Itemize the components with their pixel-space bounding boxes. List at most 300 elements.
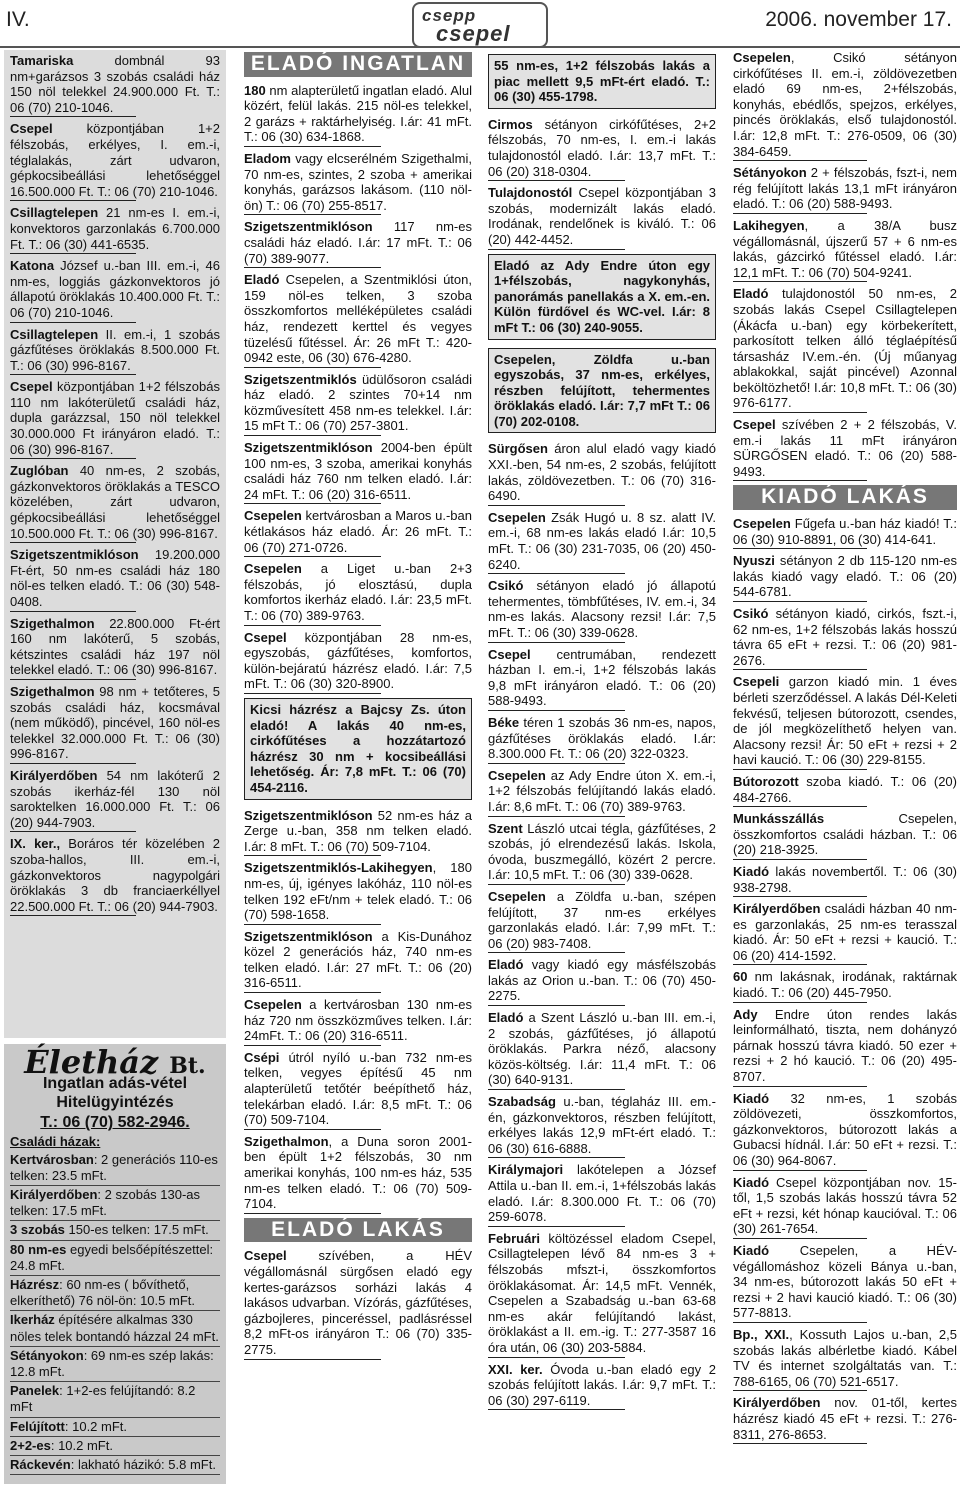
logo-bottom-text: csepel <box>436 21 511 46</box>
ad-lead: Királyerdőben <box>733 1395 821 1411</box>
classified-ad <box>10 258 220 322</box>
ad-text: József u.-ban III. em.-i, 46 nm-es, loggiás gázkonvektoros jó állapotú öröklakás 10.400.000 Ft. T.: 06 (70) 210-1046. <box>10 258 220 320</box>
classified-ad <box>10 836 220 916</box>
classified-ad <box>733 1395 957 1444</box>
classified-ad <box>488 185 716 249</box>
ad-lead: Csepelen <box>733 516 791 532</box>
ad-lead: Csepel <box>488 646 531 662</box>
ad-divider <box>733 964 867 965</box>
ad-divider <box>488 1005 625 1006</box>
elethaz-subtitle-2: Hitelügyintézés <box>56 1094 174 1112</box>
elethaz-advert <box>4 1044 226 1484</box>
ad-divider <box>244 556 381 557</box>
ad-lead: Kertvárosban <box>10 1151 94 1167</box>
ad-divider <box>10 322 136 323</box>
ad-lead: Kiadó <box>733 1090 770 1106</box>
ad-divider <box>733 601 867 602</box>
ad-lead: Szigethalmon <box>10 683 95 699</box>
ad-text: lakótelepen a József Attila u.-ban II. em.-i, 1+félszobás lakás eladó. I.ár: 8.300.000 Ft. T.: 06 (70) 259-6078. <box>488 1162 716 1225</box>
ad-lead: Szabadság <box>488 1094 556 1110</box>
ad-lead: Tamariska <box>10 53 74 68</box>
ad-divider <box>244 267 381 268</box>
classified-ad <box>10 121 220 201</box>
ad-lead: Katona <box>10 258 55 274</box>
classified-ad <box>244 1134 472 1214</box>
ad-lead: Februári <box>488 1230 541 1246</box>
classified-ad <box>488 441 716 505</box>
ad-lead: Bútorozott <box>733 773 799 789</box>
ad-text: sétányon eladó jó állapotú tehermentes, tömbfűtéses, IV. em.-i, 34 nm-es lakás. Alacsony rezsi! I.ár: 7,5 mFt. T.: 06 (30) 339-0628. <box>488 578 716 640</box>
ad-divider <box>244 625 381 626</box>
ad-divider <box>733 1443 867 1444</box>
classified-ad <box>244 151 472 215</box>
ad-lead: Cirmos <box>488 116 533 132</box>
ad-lead: Eladó <box>488 1010 524 1026</box>
ad-lead: Csepel <box>244 629 287 645</box>
ad-divider <box>488 573 625 574</box>
ad-text: : 60 nm-es ( bővíthető, elkeríthető) 76 nöl-ön: 10.5 mFt. <box>10 1277 195 1309</box>
ad-divider <box>10 458 136 459</box>
banner-kiado-lakas: KIADÓ LAKÁS <box>733 485 957 510</box>
logo-top-text: csepp <box>422 6 477 25</box>
classified-ad <box>244 561 472 625</box>
ad-text: u.-ban, téglaház III. em.-én, gázkonvektoros, részben felújított, erkélyes lakás 12,9 mFt-ért eladó. T.: 06 (30) 616-6888. <box>488 1094 716 1156</box>
ad-text: kertvárosban a Maros u.-ban kétlakásos ház eladó. Ár: 26 mFt. T.: 06 (70) 271-0726. <box>244 508 472 555</box>
ad-text: , Csikó sétányon cirkófűtéses II. em.-i, zöldövezetben eladó 69 nm-es, 2+félszobás, konyhás, ebédlős, spejzos, erkélyes, pincés öröklakás, első tulajdonostól. I.ár: 12,8 mFt. T.: 276-0509, 06 (30) 384-6459. <box>733 50 957 159</box>
ad-lead: Szigetszentmiklóson <box>244 928 373 944</box>
ad-lead: Csepeli <box>733 674 780 690</box>
header-divider <box>0 46 960 48</box>
classified-ad <box>488 821 716 885</box>
ad-divider <box>244 1129 381 1130</box>
classified-ad <box>733 286 957 413</box>
classified-ad <box>10 616 220 680</box>
ad-text: a Zöldfa u.-ban, szépen felújított, 37 nm-es erkélyes garzonlakás eladó. I.ár: 7,99 mFt. T.: 06 (20) 983-7408. <box>488 888 716 951</box>
ad-lead: Szigetszentmiklós <box>244 371 357 387</box>
ad-lead: Szigetszentmiklóson <box>10 547 139 563</box>
ad-divider <box>244 367 381 368</box>
ad-text: centrumában, rendezett házban I. em.-i, 1+2 félszobás lakás 9,8 mFt irányáron eladó. T.: 06 (20) 588-9493. <box>488 646 716 709</box>
classified-ad <box>10 53 220 117</box>
ad-text: , 180 nm-es, új, igényes lakóház, 110 nöl-es telken 192 eFt/nm + telek eladó. T.: 06 (70) 598-1658. <box>244 860 472 923</box>
ad-lead: Királyerdőben <box>733 901 821 917</box>
ad-text: a Kis-Dunához közel 2 generációs ház, 740 nm-es telken eladó. I.ár: 27 mFt. T.: 06 (20) 316-6511. <box>244 928 472 991</box>
ad-divider <box>733 896 867 897</box>
ad-divider <box>244 924 381 925</box>
ad-text: költözéssel eladom Csepel, Csillagtelepen lévő 84 nm-es 3 + félszobás mfszt-i, összkomfortos öröklakásomat. Ár: 14,5 mFt. Vennék, Csepelen a Szabadság u.-ban 63-68 nm-es akár felújítandó lakást, öröklakást a II. em.-ig. T.: 277-3587 16 óra után, 06 (30) 203-5884. <box>488 1230 716 1355</box>
ad-lead: 180 <box>244 82 266 98</box>
highlight-box: 55 nm-es, 1+2 félszobás lakás a piac mellett 9,5 mFt-ért eladó. T.: 06 (30) 455-1798. <box>488 54 716 109</box>
classified-ad <box>488 1362 716 1411</box>
ad-lead: Lakihegyen <box>733 217 805 233</box>
ad-text: : 2 szobás 130-as telken: 17.5 mFt. <box>10 1187 201 1219</box>
ad-text: László utcai tégla, gázfűtéses, 2 szobás, jó elrendezésű lakás. Iskola, óvoda, buszmegálló, közért 2 percre. I.ár: 10,5 mFt. T.: 06 (30) 339-0628. <box>488 820 716 883</box>
ad-lead: Béke <box>488 714 520 730</box>
ad-lead: Csepelen <box>488 888 546 904</box>
ad-lead: Ikerház <box>10 1312 55 1328</box>
classified-ad <box>488 1094 716 1158</box>
ad-divider <box>10 915 136 916</box>
ad-lead: Csépi <box>244 1049 280 1065</box>
ad-text: központjában 1+2 félszobás 110 nm lakóterületű családi ház, dupla garázzsal, 150 nöl telekkel 30.000.000 Ft irányáron eladó. T.: 06 (30) 996-8167. <box>10 379 220 457</box>
ad-lead: Szent <box>488 820 523 836</box>
ad-lead: Csepelen <box>244 561 302 577</box>
ad-lead: Szigetszentmiklóson <box>244 807 373 823</box>
ad-lead: Csepelen <box>488 767 546 783</box>
ad-lead: Királyerdőben <box>10 767 98 783</box>
ad-lead: Csepelen <box>488 509 546 525</box>
ad-text: sétányon 2 db 115-120 nm-es lakás kiadó vagy eladó. T.: 06 (20) 544-6781. <box>733 553 957 600</box>
ad-lead: 60 <box>733 969 748 985</box>
ad-divider <box>488 710 625 711</box>
ad-lead: Sétányokon <box>10 1347 84 1363</box>
ad-divider <box>488 884 625 885</box>
ad-divider <box>488 1089 625 1090</box>
column-4 <box>733 50 957 1448</box>
ad-divider <box>733 412 867 413</box>
ad-text: dombnál 93 nm+garázsos 3 szobás családi ház 150 nöl telekkel 24.900.000 Ft. T.: 06 (70) 210-1046. <box>10 53 220 115</box>
ad-divider <box>733 548 867 549</box>
ad-lead: Sürgősen <box>488 441 548 457</box>
ad-text: vagy elcserélném Szigethalmi, 70 nm-es, szintes, 2 szoba + amerikai konyhás, garázsos lakásom. (110 nöl-ön) T.: 06 (70) 255-8517. <box>244 150 472 213</box>
ad-lead: Zuglóban <box>10 463 69 479</box>
ad-text: II. em.-i, 1 szobás gázfűtéses öröklakás 8.500.000 Ft. T.: 06 (30) 996-8167. <box>10 326 220 373</box>
classified-ad <box>733 1175 957 1239</box>
elethaz-subtitle-1: Ingatlan adás-vétel <box>42 1075 188 1093</box>
classified-ad <box>733 674 957 770</box>
ad-lead: XXI. ker. <box>488 1361 543 1377</box>
classified-ad <box>10 547 220 611</box>
ad-text: garzon kiadó min. 1 éves bérleti szerződéssel. A lakás Dél-Keleti fekvésű, teljesen bútorozott, csendes, de jól megközelíthető helyen van. Alacsony rezsi! Ár: 50 eFt + rezsi + 2 havi kaució. T.: 06 (30) 229-8155. <box>733 674 957 768</box>
ad-divider <box>10 116 136 117</box>
ad-lead: Csepelen <box>244 997 302 1013</box>
classified-ad <box>733 1327 957 1391</box>
ad-lead: Szigetszentmiklós-Lakihegyen <box>244 860 433 876</box>
classified-ad <box>10 1418 220 1437</box>
classified-ad <box>244 929 472 993</box>
ad-text: , Kossuth Lajos u.-ban, 2,5 szobás lakás albérletbe kiadó. Kábel TV és internet szolgáltatás van. T.: 788-6165, 06 (70) 521-6517. <box>733 1326 958 1389</box>
ad-divider <box>244 1359 381 1360</box>
classified-ad <box>244 272 472 368</box>
ad-lead: Királyerdőben <box>10 1187 98 1203</box>
ad-divider <box>488 952 625 953</box>
ad-text: központjában 1+2 félszobás, erkélyes, I. em.-i, téglalakás, zárt udvaron, gépkocsibeállási lehetőséggel 16.500.000 Ft. T.: 06 (70) 210-1046. <box>10 121 220 199</box>
ad-text: egyedi belsőépítészettel: 24.8 mFt. <box>10 1241 214 1273</box>
ad-text: : 69 nm-es szép lakás: 12.8 mFt. <box>10 1347 214 1380</box>
ad-lead: Bp., XXI. <box>733 1326 790 1342</box>
ad-text: , a 38/A busz végállomásnál, újszerű 57 + 6 nm-es lakás, gázcirkó fűtéssel eladó. I.ár: 12,1 mFt. T.: 06 (70) 504-9241. <box>733 217 957 280</box>
elethaz-phone: T.: 06 (70) 582-2946. <box>40 1114 190 1132</box>
ad-divider <box>733 480 867 481</box>
ad-text: szoba kiadó. T.: 06 (20) 484-2766. <box>733 773 957 805</box>
ad-divider <box>488 1409 625 1410</box>
ad-lead: Kiadó <box>733 1242 770 1258</box>
ad-divider <box>733 1390 867 1391</box>
ad-text: lakás novembertől. T.: 06 (30) 938-2798. <box>733 863 957 895</box>
ad-divider <box>10 200 136 201</box>
classified-ad <box>244 860 472 924</box>
classified-ad <box>10 1186 220 1221</box>
ad-lead: 3 szobás <box>10 1222 65 1238</box>
ad-text: Endre úton rendes lakás leinformálható, tiszta, nem dohányzó párnak hosszú távra kiadó. 50 ezer + rezsi + 2 hó kaució. T.: 06 (20) 495-8707. <box>733 1006 957 1085</box>
ad-lead: Ady <box>733 1006 758 1022</box>
elethaz-section: Családi házak: <box>10 1134 101 1150</box>
ad-divider <box>733 1322 867 1323</box>
ad-text: : 1+2-es felújítandó: 8.2 mFt <box>10 1383 196 1415</box>
ad-text: a Szent László u.-ban III. em.-i, 2 szobás, gázfűtéses, jó állapotú öröklakás. Parkra néző, alacsony közös-költség. I.ár: 11,4 mFt. T.: 06 (30) 640-9131. <box>488 1010 716 1088</box>
classified-ad <box>10 1382 220 1417</box>
classified-ad <box>10 1311 220 1346</box>
ad-text: nm alapterületű ingatlan eladó. Alul közért, felül lakás. 215 nöl-es telekkel, 2 garázs + raktárhelyiség. I.ár: 41 mFt. T.: 06 (30) 634-1868. <box>244 82 472 145</box>
elethaz-logo-name: Életház <box>24 1043 159 1081</box>
ad-lead: Eladó <box>244 272 280 288</box>
ad-text: : 2 generációs 110-es telken: 23.5 mFt. <box>10 1151 218 1183</box>
classified-ad <box>488 768 716 817</box>
ad-lead: Eladom <box>244 150 291 166</box>
banner-elado-ingatlan: ELADÓ INGATLAN <box>244 52 472 77</box>
ad-text: Zsák Hugó u. 8 sz. alatt IV. em.-i, 68 nm-es lakás eladó I.ár: 10,5 mFt. T.: 06 (30) 231-7035, 06 (20) 450-6240. <box>488 509 716 572</box>
ad-text: Csepel központjában 3 szobás, modernizált lakás eladó. Irodának, rendelőnek is kiváló. T.: 06 (20) 442-4452. <box>488 185 716 247</box>
ad-lead: 2+2-es <box>10 1437 51 1453</box>
ad-lead: Csikó <box>733 606 769 621</box>
ad-divider <box>488 1357 625 1358</box>
ad-lead: Kiadó <box>733 863 770 879</box>
ad-divider <box>244 855 381 856</box>
ad-text: Csepelen, a Szentmiklósi úton, 159 nöl-es telken, 3 szoba összkomfortos melléképületes családi ház, rendezett kerttel és vegyes tüzelésű fűtéssel. Ár: 26 mFt T.: 420-0942 este, 06 (30) 676-4280. <box>244 272 472 366</box>
ad-lead: Csepelen <box>244 508 302 524</box>
classified-ad <box>488 1231 716 1358</box>
ad-text: tulajdonostól 50 nm-es, 2 szobás lakás Csepel Csillagtelepen (Ákácfa u.-ban) egy körbekerített, parkosított telken álló téglaépítésű társasház IV.em.-én. (Új műanyag ablakokkal, saját pincével) Azonnal beköltözhető! I.ár: 10,8 mFt. T.: 06 (30) 976-6177. <box>733 286 957 411</box>
classified-ad <box>10 1437 220 1456</box>
ad-text: Csepelen, összkomfortos családi házban. T.: 06 (20) 218-3925. <box>733 811 957 858</box>
classified-ad <box>10 684 220 764</box>
ad-divider <box>10 374 136 375</box>
ad-text: téren 1 szobás 36 nm-es, napos, gázfűtéses öröklakás eladó. I.ár: 8.300.000 Ft. T.: 06 (20) 322-0323. <box>488 714 716 762</box>
classified-ad <box>488 957 716 1006</box>
ad-text: nm lakásnak, irodának, raktárnak kiadó. T.: 06 (20) 445-7950. <box>733 969 957 1001</box>
column-1 <box>4 50 226 1038</box>
ad-divider <box>733 769 867 770</box>
ad-text: vagy kiadó egy másfélszobás lakás az Orion u.-ban. T.: 06 (70) 450-2275. <box>488 957 716 1004</box>
ad-lead: Sétányokon <box>733 165 807 181</box>
ad-text: építésére alkalmas 330 nöles telek bontandó házzal 24 mFt. <box>10 1312 219 1344</box>
classified-ad <box>488 510 716 574</box>
elethaz-logo <box>10 1043 220 1081</box>
ad-divider <box>733 669 867 670</box>
ad-divider <box>488 505 625 506</box>
newspaper-logo <box>412 2 548 48</box>
ad-lead: Csillagtelepen <box>10 205 99 221</box>
ad-text: 19.200.000 Ft-ért, 50 nm-es családi ház 180 nöl-es telken eladó. T.: 06 (30) 548-0408. <box>10 547 220 609</box>
ad-lead: Házrész <box>10 1277 60 1293</box>
ad-lead: Csepel <box>244 1248 287 1264</box>
ad-divider <box>488 1226 625 1227</box>
ad-divider <box>733 160 867 161</box>
ad-lead: Szigetszentmiklóson <box>244 440 373 456</box>
ad-lead: Csepel <box>10 121 53 137</box>
ad-text: üdülősoron családi ház eladó. 2 szintes 70+14 nm közművesített 458 nm-es telekkel. I.ár: 15 mFt T.: 06 (70) 257-3801. <box>244 371 472 434</box>
ad-lead: Eladó <box>488 957 524 973</box>
ad-text: szívében 2 + 2 félszobás, V. em.-i lakás 11 mFt irányáron SÜRGŐSEN eladó. T.: 06 (20) 588-9493. <box>733 417 957 479</box>
ad-text: Óvoda u.-ban eladó egy 2 szobás felújított lakás. I.ár: 9,7 mFt. T.: 06 (30) 297-6119. <box>488 1361 716 1408</box>
ad-lead: IX. ker., <box>10 836 61 852</box>
ad-lead: Panelek <box>10 1383 60 1399</box>
ad-text: 32 nm-es, 1 szobás zöldövezeti, összkomfortos, gázkonvektoros, bútorozott lakás a Gubacsi hídnál. I.ár: 50 eFt + rezsi. T.: 06 (30) 964-8067. <box>733 1090 957 1168</box>
ad-lead: Csepelen <box>733 50 791 65</box>
classified-ad <box>733 864 957 897</box>
classified-ad <box>733 516 957 549</box>
ad-divider <box>488 180 625 181</box>
ad-text: családi házban 40 nm-es garzonlakás, 25 nm-es terasszal kiadó. Ár: 50 eFt + rezsi + kaució. T.: 06 (20) 414-1592. <box>733 901 957 963</box>
ad-lead: Szigethalmon <box>10 615 95 631</box>
issue-date: 2006. november 17. <box>765 8 952 31</box>
classified-ad <box>244 440 472 504</box>
ad-text: 117 nm-es családi ház eladó. I.ár: 17 mFt. T.: 06 (70) 389-9077. <box>244 219 472 266</box>
ad-lead: Csillagtelepen <box>10 326 99 342</box>
ad-divider <box>733 213 867 214</box>
classified-ad <box>10 1221 220 1240</box>
ad-divider <box>244 693 381 694</box>
classified-ad <box>10 1456 220 1475</box>
ad-text: 40 nm-es, 2 szobás, gázkonvektoros öröklakás a TESCO közelében, zárt udvaron, gépkocsibeállási lehetőséggel 10.500.000 Ft. T.: 06 (30) 996-8167. <box>10 463 220 541</box>
ad-text: 2004-ben épült 100 nm-es, 3 szoba, amerikai konyhás családi ház 760 nm telken eladó. I.ár: 24 mFt. T.: 06 (20) 316-6511. <box>244 440 472 502</box>
classified-ad <box>733 417 957 481</box>
ad-text: 52 nm-es ház a Zerge u.-ban, 358 nm telken eladó. I.ár: 8 mFt. T.: 06 (70) 509-7104. <box>244 807 472 854</box>
ad-lead: Tulajdonostól <box>488 185 573 201</box>
classified-ad <box>488 889 716 953</box>
ad-divider <box>10 611 136 612</box>
classified-ad <box>733 165 957 214</box>
classified-ad <box>733 901 957 965</box>
classified-ad <box>488 647 716 711</box>
ad-text: a kertvárosban 130 nm-es ház 720 nm összközműves telken. I.ár: 24mFt. T.: 06 (20) 316-6511. <box>244 997 472 1044</box>
classified-ad <box>10 327 220 376</box>
classified-ad <box>244 83 472 147</box>
ad-lead: Nyuszi <box>733 553 775 569</box>
ad-text: sétányon cirkófűtéses, 2+2 félszobás, 70 nm-es, I. em.-i lakás tulajdonostól eladó. I.ár: 13,7 mFt. T.: 06 (20) 318-0304. <box>488 116 716 179</box>
ad-lead: Felújított <box>10 1418 65 1434</box>
page-number: IV. <box>6 8 30 31</box>
ad-divider <box>244 435 381 436</box>
classified-ad <box>244 372 472 436</box>
ad-lead: Kiadó <box>733 1174 770 1190</box>
ad-divider <box>488 249 625 250</box>
ad-divider <box>10 542 136 543</box>
ad-text: 54 nm lakóterű 2 szobás ikerház-fél 130 nöl saroktelken 16.000.000 Ft. T.: 06 (20) 944-7903. <box>10 767 220 830</box>
ad-lead: Királymajori <box>488 1162 564 1178</box>
column-2 <box>244 50 472 1364</box>
ad-text: szívében, a HÉV végállomásnál sürgősen eladó egy kertes-garázsos sorházi lakás 4 lakásos udvarban. Vízórás, gázfűtéses, gázbojleres, pinceréssel, padlásréssel 8,2 mFt-os irányáron T.: 06 (70) 335-2775. <box>244 1248 472 1357</box>
ad-divider <box>244 146 381 147</box>
ad-text: 21 nm-es I. em.-i, konvektoros garzonlakás 6.700.000 Ft. T.: 06 (30) 441-6535. <box>10 205 220 252</box>
ad-divider <box>244 1213 381 1214</box>
ad-lead: Munkásszállás <box>733 811 825 827</box>
ad-text: 150-es telken: 17.5 mFt. <box>64 1222 209 1238</box>
classified-ad <box>488 715 716 764</box>
classified-ad <box>733 969 957 1002</box>
classified-ad <box>10 1241 220 1276</box>
ad-text: , a Duna soron 2001-ben épült 1+2 félszobás, 30 nm amerikai konyhás, 100 nm-es ház, 535 nm-es telken eladó. T.: 06 (70) 509-7104. <box>244 1133 472 1212</box>
column-3 <box>488 50 716 1414</box>
ad-divider <box>10 253 136 254</box>
ad-lead: Csepel <box>733 417 776 433</box>
ad-divider <box>733 1002 867 1003</box>
classified-ad <box>488 117 716 181</box>
ad-divider <box>10 831 136 832</box>
ad-divider <box>733 281 867 282</box>
ad-text: sétányon kiadó, cirkós, fszt.-i, 62 nm-es, 1+2 félszobás lakás hosszú távra 65 eFt + rezsi. T.: 06 (20) 981-2676. <box>733 606 957 668</box>
ad-text: a Liget u.-ban 2+3 félszobás, jó elosztású, dupla komfortos ikerház eladó. I.ár: 23,5 mFt. T.: 06 (70) 389-9763. <box>244 561 472 623</box>
classified-ad <box>733 606 957 670</box>
classified-ad <box>10 1151 220 1186</box>
classified-ad <box>10 205 220 254</box>
ad-text: áron alul eladó vagy kiadó XXI.-ben, 54 nm-es, 2 szobás, felújított lakás, zöldövezetben. T.: 06 (70) 316-6490. <box>488 441 716 504</box>
classified-ad <box>733 218 957 282</box>
ad-text: nov. 01-től, kertes házrész kiadó 45 eFt + rezsi. T.: 276-8311, 276-8653. <box>733 1395 957 1442</box>
classified-ad <box>244 219 472 268</box>
classified-ad <box>733 1243 957 1323</box>
ad-text: : 10.2 mFt. <box>64 1418 128 1434</box>
classified-ad <box>733 1091 957 1171</box>
ad-divider <box>488 763 625 764</box>
ad-divider <box>244 992 381 993</box>
ad-divider <box>733 806 867 807</box>
classified-ad <box>733 553 957 602</box>
ad-text: Boráros tér közelében 2 szoba-hallos, III. em.-i, gázkonvektoros nagypolgári öröklakás 3 db franciaerkéllyel 22.500.000 Ft. T.: 06 (20) 944-7903. <box>10 836 220 914</box>
ad-text: központjában 28 nm-es, egyszobás, gázfűtéses, komfortos, külön-bejáratú házrész eladó. I.ár: 7,5 mFt. T.: 06 (30) 320-8900. <box>244 629 472 692</box>
ad-divider <box>733 1238 867 1239</box>
ad-divider <box>244 503 381 504</box>
classified-ad <box>488 1162 716 1226</box>
classified-ad <box>244 1050 472 1130</box>
classified-ad <box>10 1276 220 1311</box>
classified-ad <box>10 1347 220 1382</box>
highlight-box: Eladó az Ady Endre úton egy 1+félszobás, nagykonyhás, panorámás panellakás a X. em.-en. Külön fürdővel és WC-vel. I.ár: 8 mFt T.: 06 (30) 240-9055. <box>488 254 716 340</box>
classified-ad <box>244 1248 472 1359</box>
ad-text: Csepel központjában nov. 15-től, 1,5 szobás lakás hosszú távra 52 eFt + rezsi, két hónap kaucióval. T.: 06 (30) 261-7654. <box>733 1174 957 1237</box>
banner-elado-lakas: ELADÓ LAKÁS <box>244 1218 472 1243</box>
classified-ad <box>733 50 957 161</box>
ad-text: útról nyíló u.-ban 732 nm-es telken, vegyes építésű 45 nm alapterületű tetőtér beépíthető ház, telekárban eladó. I.ár: 8,5 mFt. T.: 06 (70) 509-7104. <box>244 1049 472 1128</box>
ad-text: 22.800.000 Ft-ért 160 nm lakóterű, 5 szobás, kétszintes családi ház 197 nöl telekkel eladó. T.: 06 (30) 996-8167. <box>10 615 220 678</box>
ad-divider <box>733 859 867 860</box>
ad-lead: 80 nm-es <box>10 1241 67 1257</box>
classified-ad <box>10 463 220 543</box>
ad-divider <box>733 1170 867 1171</box>
ad-divider <box>244 214 381 215</box>
ad-lead: Csepel <box>10 379 53 395</box>
ad-text: az Ady Endre úton X. em.-i, 1+2 félszobás felújítandó lakás eladó. I.ár: 8,6 mFt. T.: 06 (70) 389-9763. <box>488 767 716 814</box>
ad-text: : lakható házikó: 5.8 mFt. <box>70 1457 216 1473</box>
ad-divider <box>488 642 625 643</box>
ad-text: Fűgefa u.-ban ház kiadó! T.: 06 (30) 910-8891, 06 (30) 414-641. <box>733 516 957 547</box>
ad-divider <box>488 1157 625 1158</box>
page-header <box>0 0 960 46</box>
classified-ad <box>733 774 957 807</box>
ad-divider <box>10 763 136 764</box>
classified-ad <box>10 379 220 459</box>
ad-text: 98 nm + tetőteres, 5 szobás családi ház, kocsmával (nem működő), pincével, 160 nöl-es telekkel 32.000.000 Ft. T.: 06 (30) 996-8167. <box>10 683 220 762</box>
ad-lead: Eladó <box>733 286 769 302</box>
classified-ad <box>733 1007 957 1087</box>
classified-ad <box>488 578 716 642</box>
ad-text: 2 + félszobás, fszt-i, nem rég felújított lakás 13,1 mFt irányáron eladó. T.: 06 (20) 588-9493. <box>733 165 957 212</box>
classified-ad <box>10 768 220 832</box>
classified-ad <box>733 811 957 860</box>
classified-ad <box>488 1010 716 1090</box>
ad-divider <box>733 1086 867 1087</box>
ad-lead: Ráckevén <box>10 1457 71 1473</box>
